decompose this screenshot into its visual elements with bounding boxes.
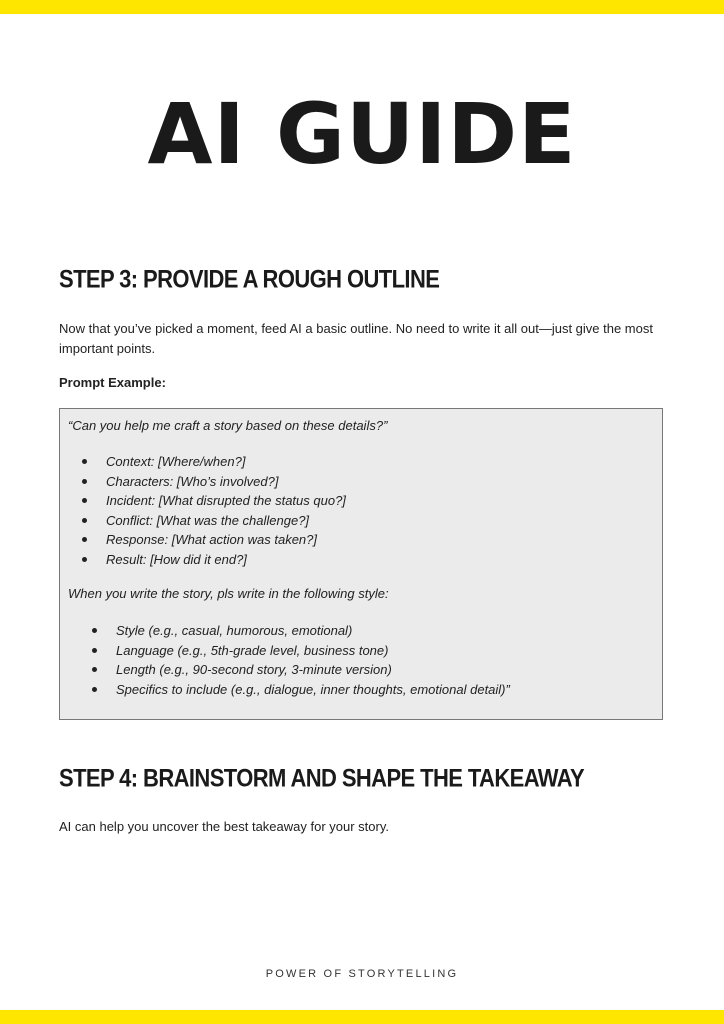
bullet-icon: [82, 518, 87, 523]
list-item-text: Conflict: [What was the challenge?]: [106, 512, 310, 528]
bullet-icon: [82, 479, 87, 484]
list-item: [116, 641, 510, 661]
list-item: [106, 472, 346, 492]
list-item-text: Language (e.g., 5th-grade level, business tone): [116, 642, 389, 658]
step3-heading: STEP 3: PROVIDE A ROUGH OUTLINE: [59, 265, 440, 293]
list-item-text: Response: [What action was taken?]: [106, 532, 318, 547]
bottom-accent-bar: [0, 1010, 724, 1024]
prompt-example-label: Prompt Example:: [59, 375, 166, 390]
list-item: [106, 530, 346, 550]
list-item: [106, 452, 346, 472]
bullet-icon: [92, 667, 97, 672]
bullet-icon: [92, 687, 97, 692]
list-item: [116, 621, 510, 641]
prompt-example-box: [59, 408, 663, 720]
list-item-text: Specifics to include (e.g., dialogue, inner thoughts, emotional detail)”: [116, 681, 510, 697]
list-item-text: Incident: [What disrupted the status quo?]: [106, 493, 346, 508]
bullet-icon: [82, 557, 87, 562]
bullet-icon: [92, 648, 97, 653]
top-accent-bar: [0, 0, 724, 14]
list-item: [106, 511, 346, 531]
step4-heading: STEP 4: BRAINSTORM AND SHAPE THE TAKEAWAY: [59, 764, 585, 792]
bullet-icon: [82, 537, 87, 542]
page-title: AI GUIDE: [147, 85, 577, 183]
story-details-list: [106, 452, 346, 569]
style-intro: When you write the story, pls write in the following style:: [68, 586, 389, 601]
list-item: [116, 680, 510, 700]
footer-text: POWER OF STORYTELLING: [265, 968, 459, 980]
step4-paragraph: AI can help you uncover the best takeaway for your story.: [59, 819, 389, 834]
bullet-icon: [92, 628, 97, 633]
list-item-text: Context: [Where/when?]: [106, 454, 246, 469]
list-item-text: Length (e.g., 90-second story, 3-minute version): [116, 662, 392, 677]
style-options-list: [116, 621, 510, 699]
bullet-icon: [82, 498, 87, 503]
list-item-text: Result: [How did it end?]: [106, 551, 247, 567]
list-item: [116, 660, 510, 680]
list-item-text: Characters: [Who’s involved?]: [106, 473, 279, 489]
list-item: [106, 491, 346, 511]
bullet-icon: [82, 459, 87, 464]
list-item-text: Style (e.g., casual, humorous, emotional): [116, 623, 353, 638]
step3-paragraph: Now that you’ve picked a moment, feed AI a basic outline. No need to write it all out—just give the most important points.: [59, 321, 653, 356]
prompt-intro: “Can you help me craft a story based on these details?”: [68, 418, 388, 433]
list-item: [106, 550, 346, 570]
